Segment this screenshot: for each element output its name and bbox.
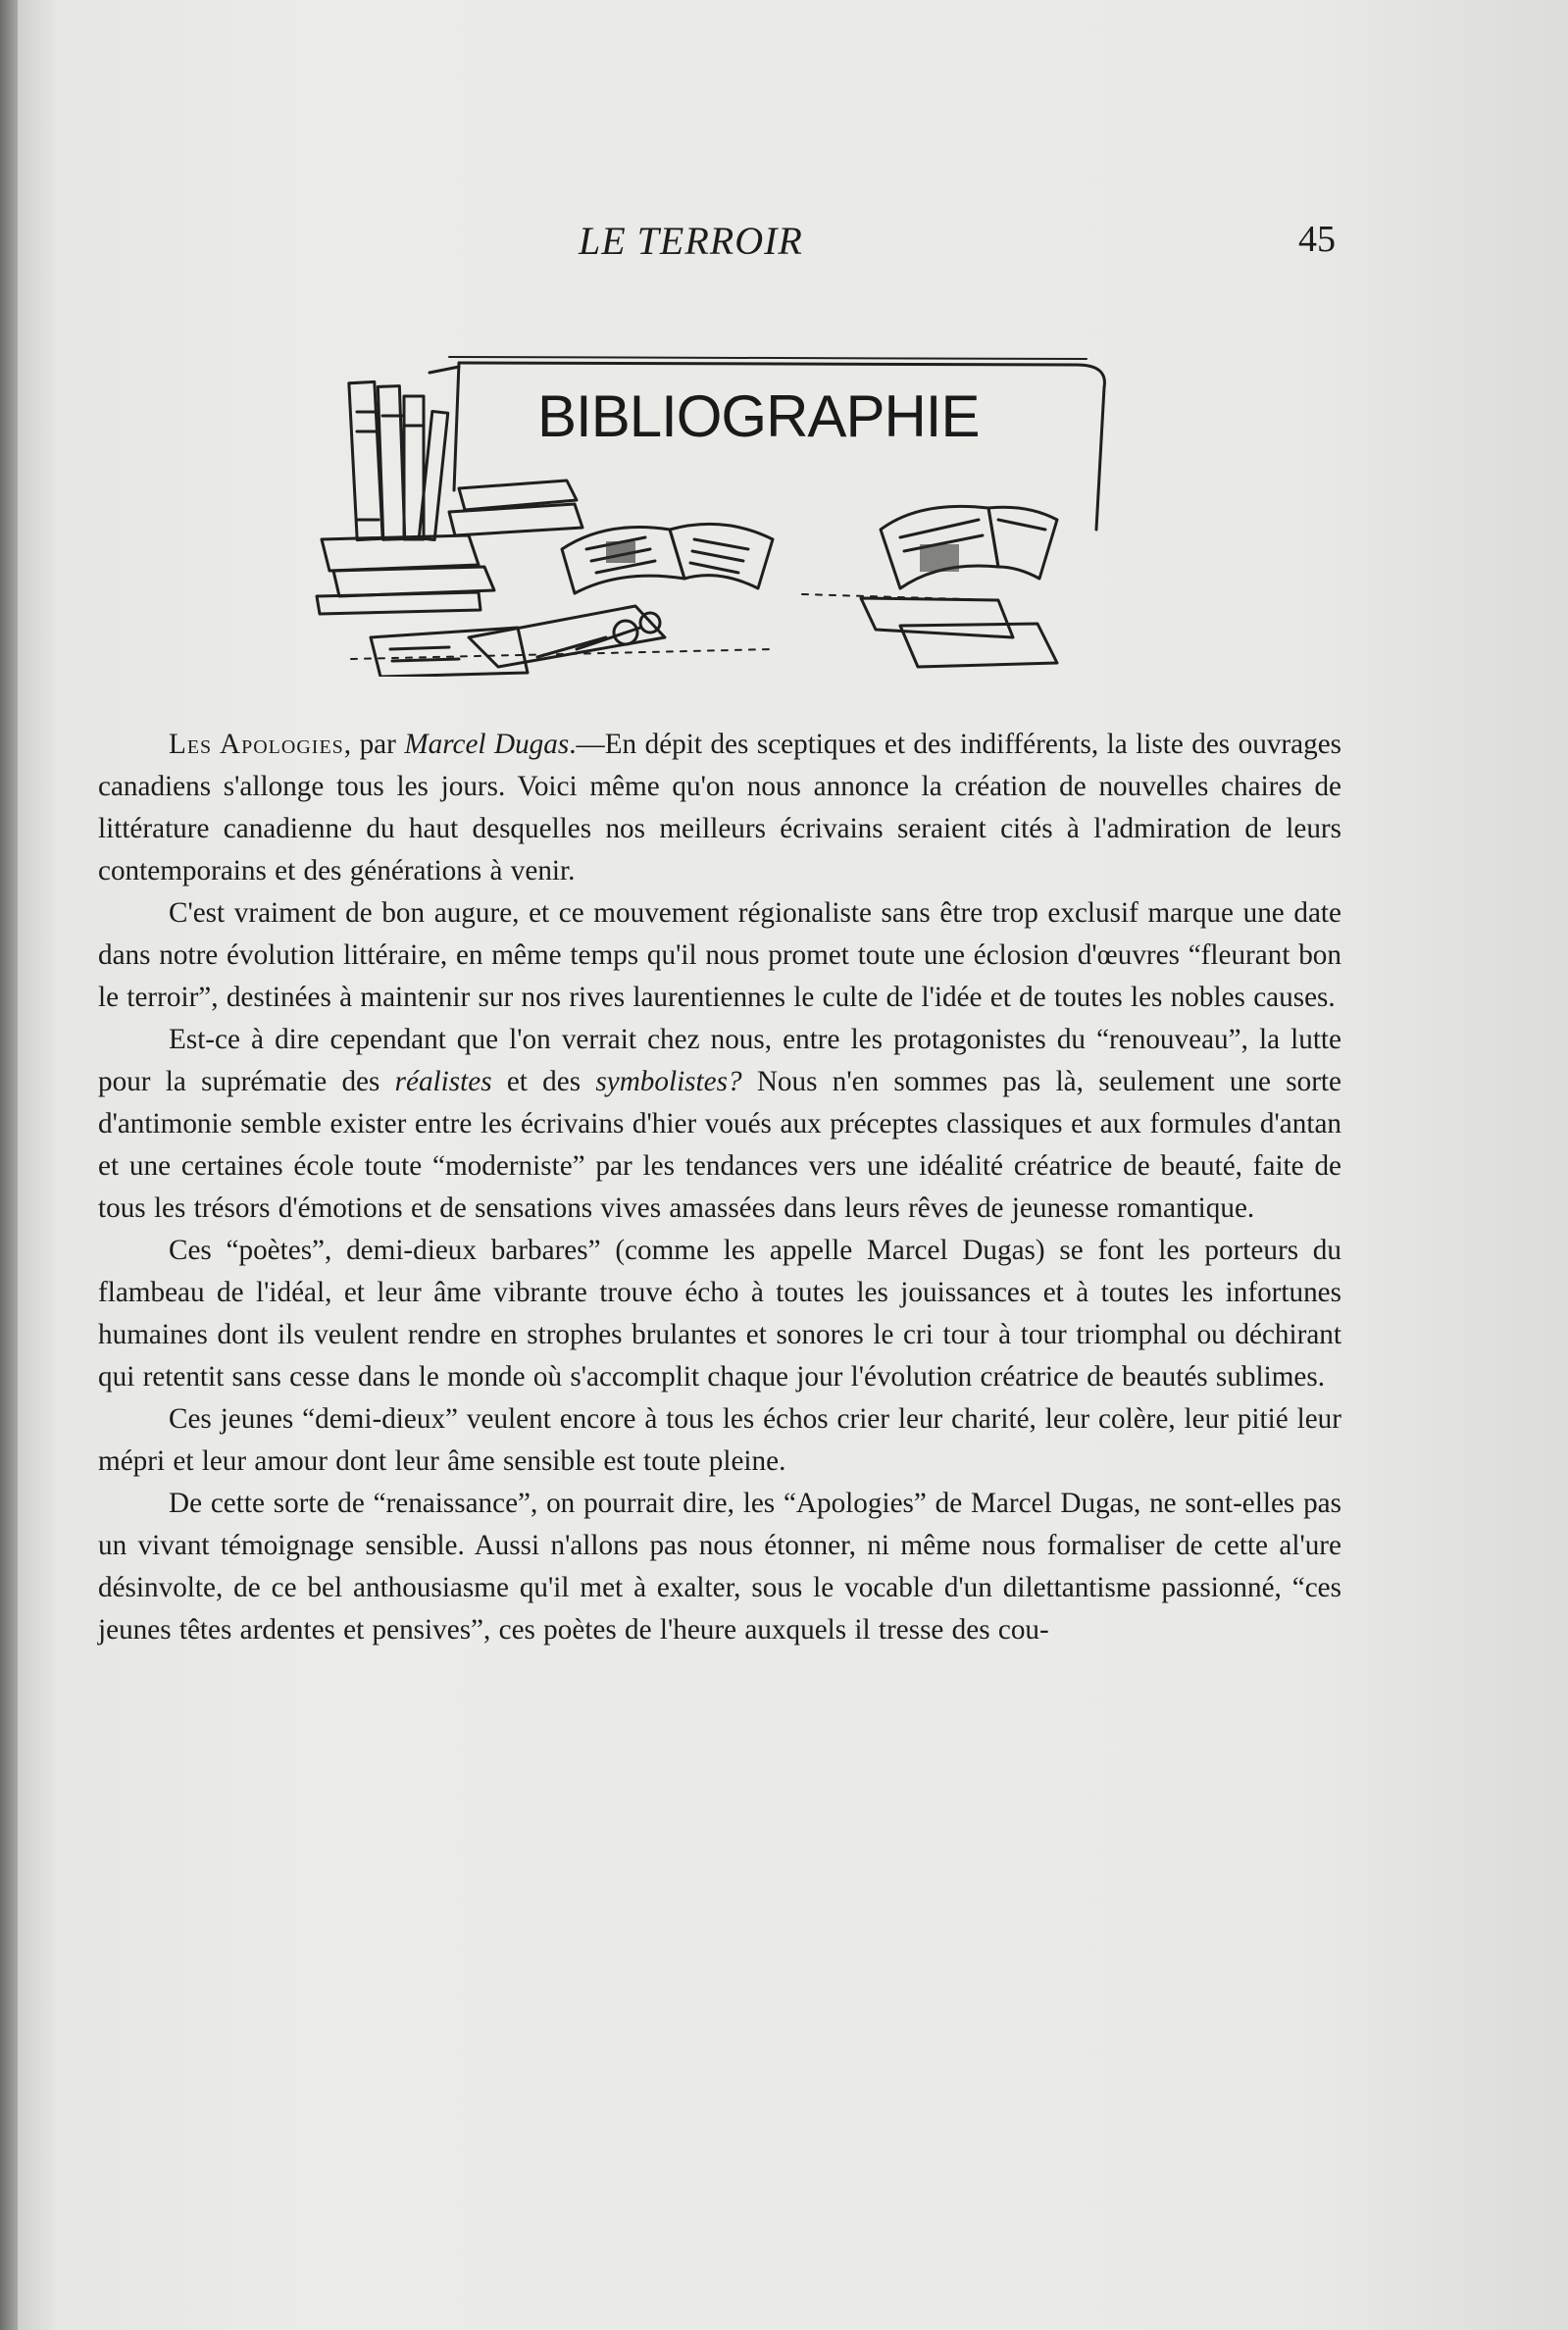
running-title: LE TERROIR [579,219,803,263]
paragraph-1 [98,724,1341,892]
paragraph-3-text-b: et des [491,1066,596,1097]
by-text: , par [343,729,405,760]
paragraph-1-text: .—En dépit des sceptiques et des indifférents, la liste des ouvrages canadiens s'allonge tous les jours. Voici même qu'on nous annonce la création de nouvelles chaires de littérature canadienne du haut desquelles nos meilleurs écrivains seraient cités à l'admiration de leurs contemporains et des générations à venir. [98,729,1342,886]
term-symbolistes: symbolistes? [595,1066,742,1097]
book-author: Marcel Dugas [404,729,570,760]
article-body [98,724,1341,1651]
term-realistes: réalistes [394,1066,492,1097]
section-title: BIBLIOGRAPHIE [537,383,980,449]
page-number: 45 [1298,219,1336,260]
paragraph-3-text-a: Est-ce à dire cependant que l'on verrait chez nous, entre les protagonistes du “renouveau”, la lutte pour la suprématie des [98,1024,1341,1097]
paragraph-5: Ces jeunes “demi-dieux” veulent encore à tous les échos crier leur charité, leur colère, leur pitié leur mépri et leur amour dont leur âme sensible est toute pleine. [98,1403,1341,1477]
book-title: Les Apologies [169,729,344,760]
binding-gutter [0,0,18,2330]
paragraph-3 [98,1019,1341,1230]
paragraph-4: Ces “poètes”, demi-dieux barbares” (comme les appelle Marcel Dugas) se font les porteurs du flambeau de l'idéal, et leur âme vibrante trouve écho à toutes les jouissances et à toutes les infortunes humaines dont ils veulent rendre en strophes brulantes et sonores le cri tour à tour triomphal ou déchirant qui retentit sans cesse dans le monde où s'accomplit chaque jour l'évolution créatrice de beautés sublimes. [98,1235,1341,1393]
paragraph-3-text-c: Nous n'en sommes pas là, seulement une sorte d'antimonie semble exister entre les écrivains d'hier voués aux préceptes classiques et aux formules d'antan et une certaines école toute “moderniste” par les tendances vers une idéalité créatrice de beauté, faite de tous les trésors d'émotions et de sensations vives amassées dans leurs rêves de jeunesse romantique. [98,1066,1341,1224]
paragraph-2: C'est vraiment de bon augure, et ce mouvement régionaliste sans être trop exclusif marque une date dans notre évolution littéraire, en même temps qu'il nous promet toute une éclosion d'œuvres “fleurant bon le terroir”, destinées à maintenir sur nos rives laurentiennes le culte de l'idée et de toutes les nobles causes. [98,897,1341,1013]
paragraph-6: De cette sorte de “renaissance”, on pourrait dire, les “Apologies” de Marcel Dugas, ne sont-elles pas un vivant témoignage sensible. Aussi n'allons pas nous étonner, ni même nous formaliser de cette al'ure désinvolte, de ce bel anthousiasme qu'il met à exalter, sous le vocable d'un dilettantisme passionné, “ces jeunes têtes ardentes et pensives”, ces poètes de l'heure auxquels il tresse des cou- [98,1488,1341,1646]
